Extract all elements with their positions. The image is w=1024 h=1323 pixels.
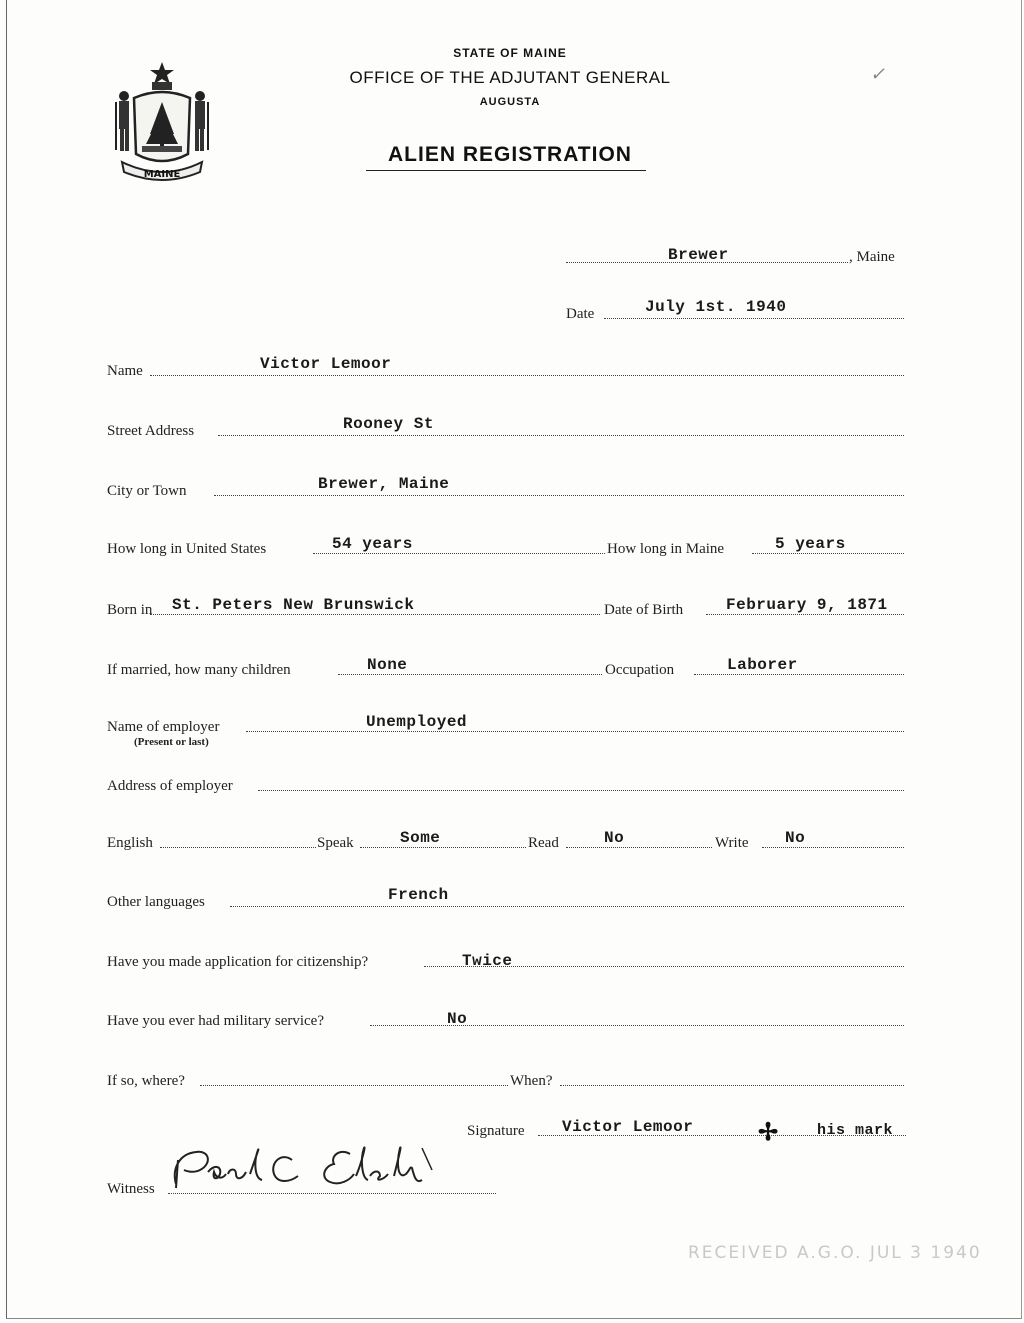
signature-label: Signature <box>467 1123 525 1139</box>
seal-text: MAINE <box>143 169 181 180</box>
maine-duration-line <box>752 553 904 554</box>
city-line <box>214 495 904 496</box>
witness-signature-text: Paul C. Elish <box>310 1197 321 1199</box>
employer-sublabel: (Present or last) <box>134 736 209 748</box>
maine-duration-value: 5 years <box>775 535 846 553</box>
read-label: Read <box>528 835 559 851</box>
children-value: None <box>367 656 408 674</box>
date-value: July 1st. 1940 <box>645 298 787 316</box>
witness-label: Witness <box>107 1181 155 1197</box>
name-value: Victor Lemoor <box>260 355 392 373</box>
us-duration-label: How long in United States <box>107 541 267 557</box>
signature-mark: ✢ <box>758 1120 779 1146</box>
military-value: No <box>447 1010 468 1028</box>
born-in-line <box>150 614 600 615</box>
maine-state-seal-icon <box>108 58 216 186</box>
english-label: English <box>107 835 153 851</box>
occupation-label: Occupation <box>605 662 675 678</box>
header-city: AUGUSTA <box>479 96 541 108</box>
military-label: Have you ever had military service? <box>107 1013 324 1029</box>
received-stamp: RECEIVED A.G.O. JUL 3 1940 <box>688 1243 982 1263</box>
occupation-line <box>694 674 904 675</box>
employer-address-line <box>258 790 904 791</box>
citizenship-label: Have you made application for citizenship? <box>107 954 369 970</box>
maine-duration-label: How long in Maine <box>607 541 725 557</box>
employer-address-label: Address of employer <box>107 778 233 794</box>
city-value: Brewer, Maine <box>318 475 450 493</box>
when-label: When? <box>510 1073 553 1089</box>
name-label: Name <box>107 363 143 379</box>
born-in-label: Born in <box>107 602 153 618</box>
read-value: No <box>604 829 625 847</box>
dob-line <box>706 614 904 615</box>
english-line <box>160 847 316 848</box>
other-languages-value: French <box>388 886 449 904</box>
witness-signature <box>170 1140 460 1202</box>
us-duration-line <box>313 553 605 554</box>
dob-value: February 9, 1871 <box>726 596 888 614</box>
date-line <box>604 318 904 319</box>
where-label: If so, where? <box>107 1073 185 1089</box>
name-line <box>150 375 904 376</box>
children-line <box>338 674 602 675</box>
street-value: Rooney St <box>343 415 434 433</box>
citizenship-value: Twice <box>462 952 513 970</box>
employer-line <box>246 731 904 732</box>
when-line <box>560 1085 904 1086</box>
state-label: , Maine <box>849 249 895 265</box>
other-languages-line <box>230 906 904 907</box>
employer-label: Name of employer <box>107 719 220 735</box>
header-state: STATE OF MAINE <box>453 46 567 60</box>
title-underline <box>366 170 646 171</box>
city-label: City or Town <box>107 483 187 499</box>
header-office: OFFICE OF THE ADJUTANT GENERAL <box>349 68 671 87</box>
where-line <box>200 1085 508 1086</box>
write-value: No <box>785 829 806 847</box>
street-line <box>218 435 904 436</box>
write-label: Write <box>715 835 749 851</box>
employer-value: Unemployed <box>366 713 468 731</box>
occupation-value: Laborer <box>727 656 798 674</box>
town-value: Brewer <box>668 246 729 264</box>
read-line <box>566 847 712 848</box>
other-languages-label: Other languages <box>107 894 205 910</box>
dob-label: Date of Birth <box>604 602 684 618</box>
date-label: Date <box>566 306 595 322</box>
born-in-value: St. Peters New Brunswick <box>172 596 415 614</box>
signature-mark-text: his mark <box>817 1122 894 1139</box>
speak-value: Some <box>400 829 441 847</box>
us-duration-value: 54 years <box>332 535 413 553</box>
speak-line <box>360 847 526 848</box>
children-label: If married, how many children <box>107 662 291 678</box>
speak-label: Speak <box>317 835 354 851</box>
check-mark-icon: ✓ <box>870 64 886 84</box>
form-title: ALIEN REGISTRATION <box>388 143 632 166</box>
signature-value: Victor Lemoor <box>562 1118 694 1136</box>
write-line <box>762 847 904 848</box>
street-label: Street Address <box>107 423 195 439</box>
